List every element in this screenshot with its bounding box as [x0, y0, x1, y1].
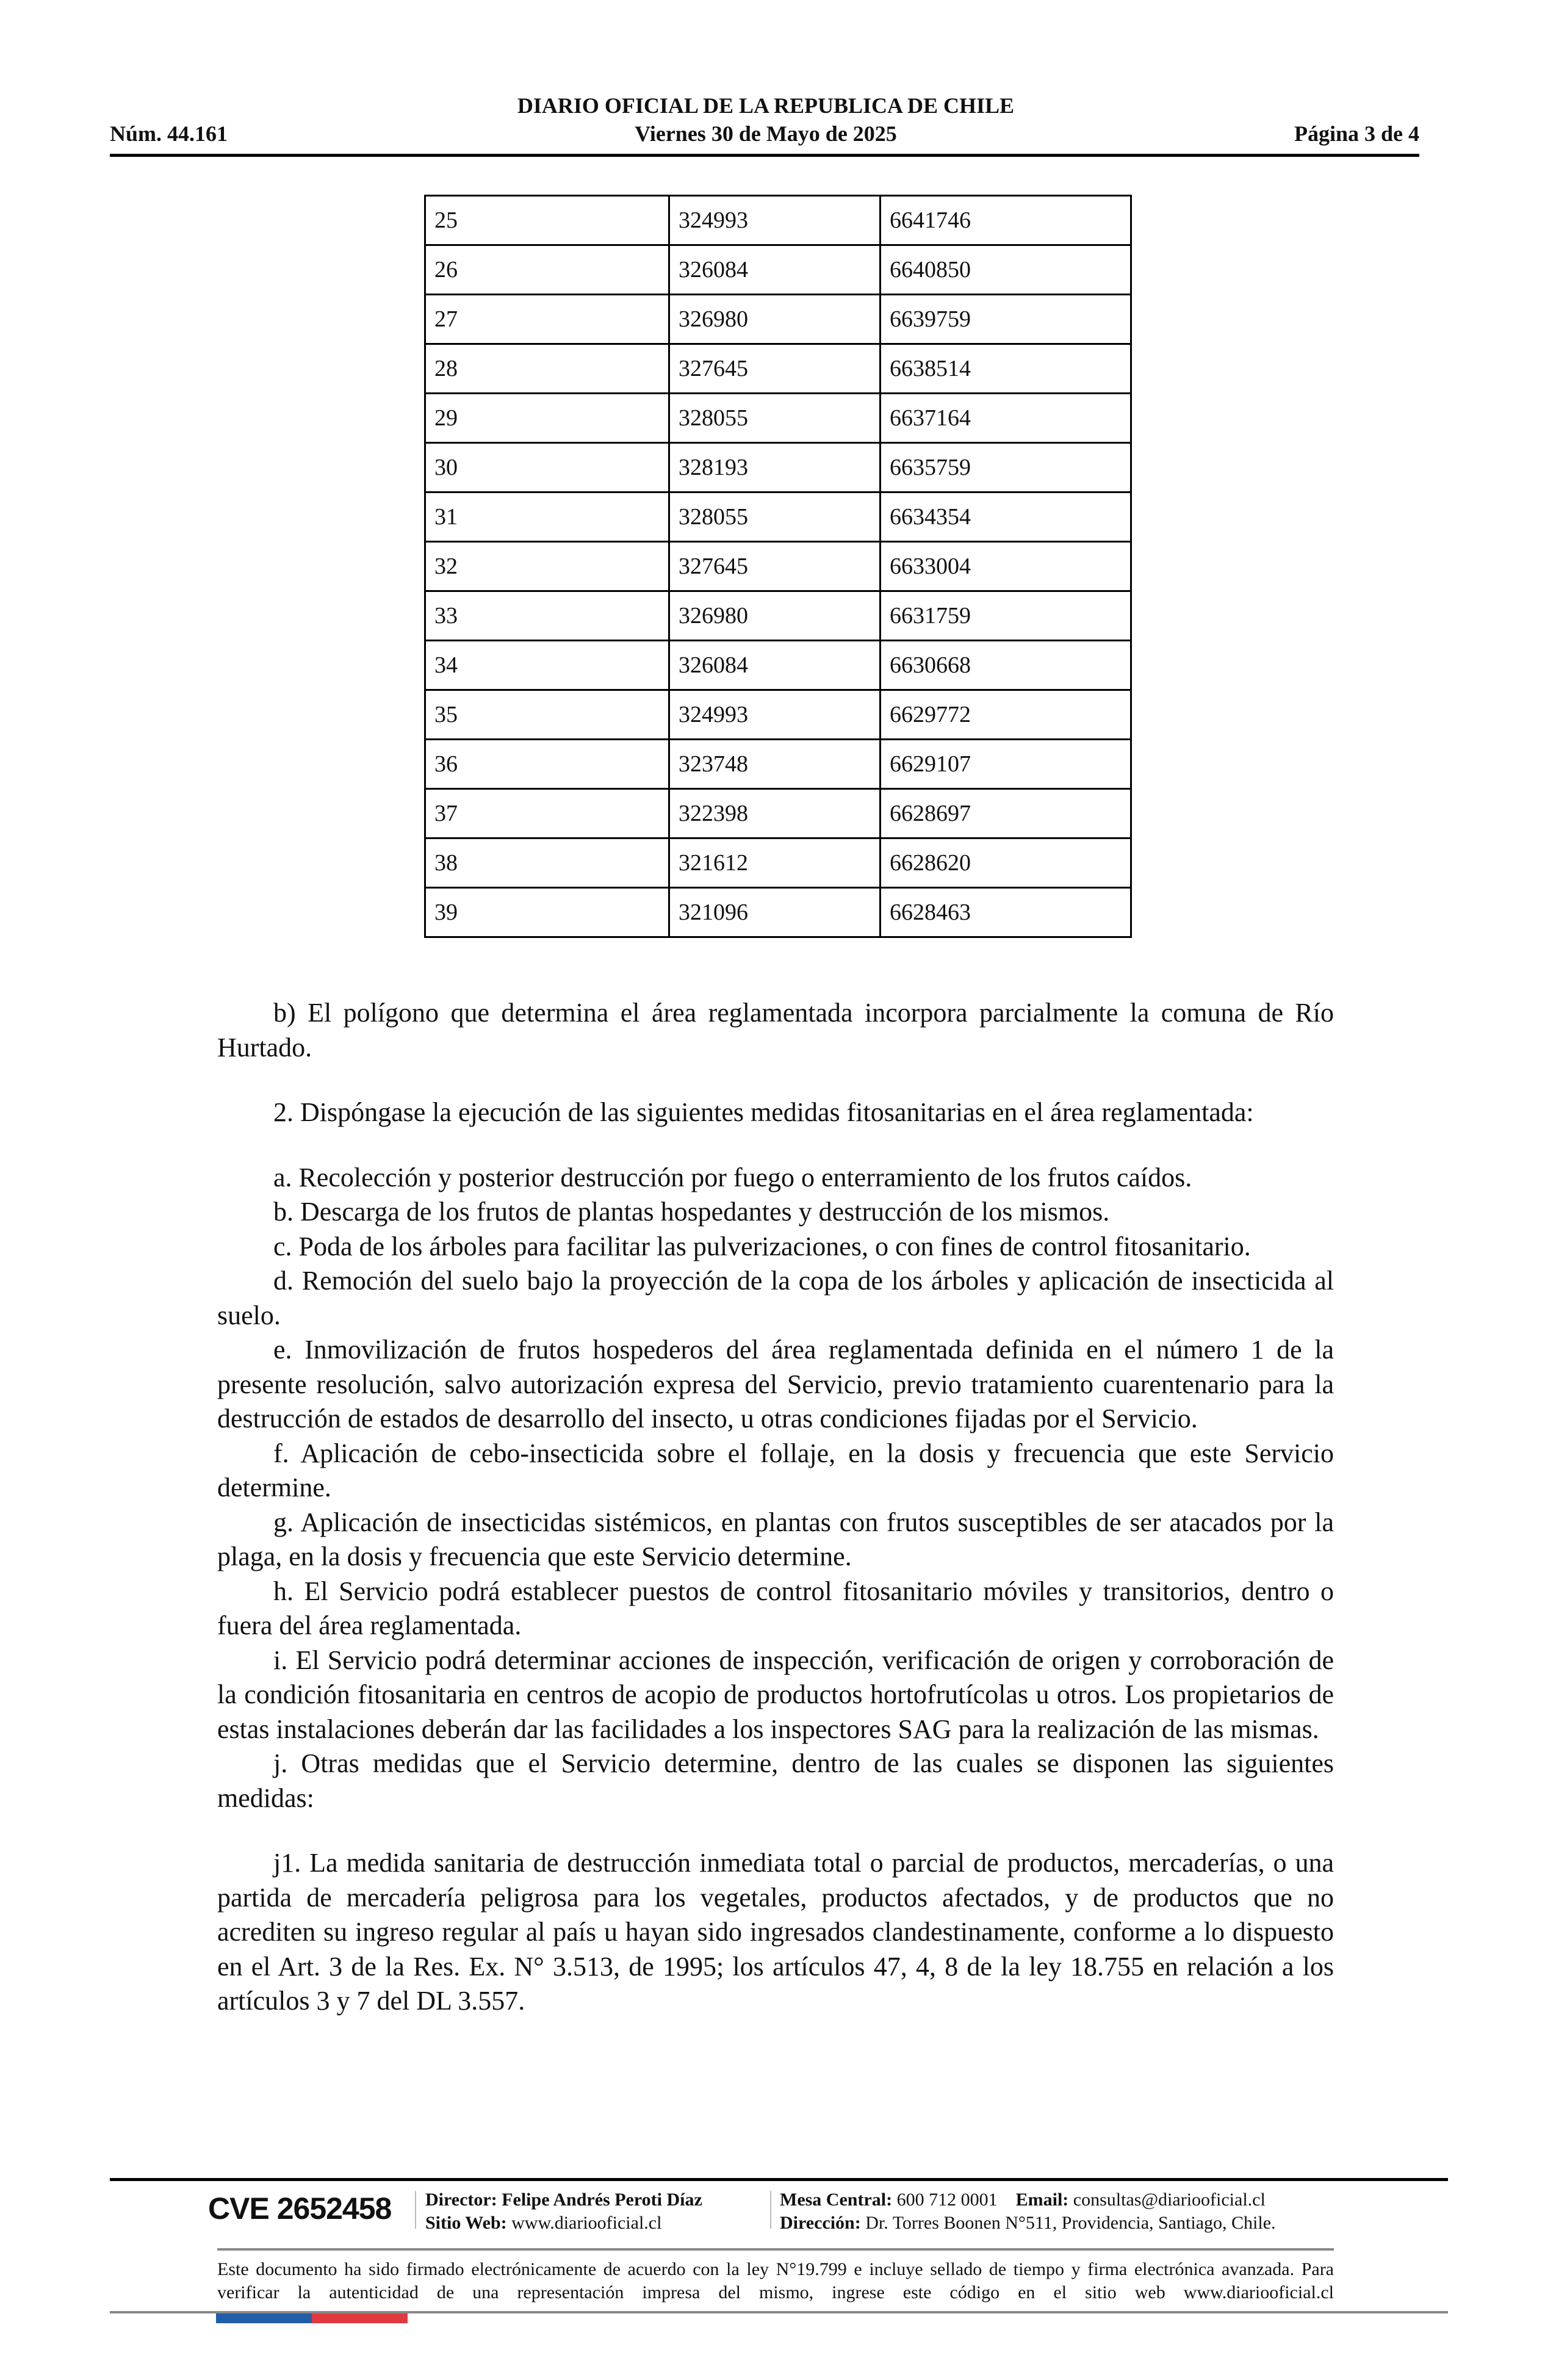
coord-east: 327645: [669, 344, 881, 394]
footer-separator: [770, 2191, 771, 2229]
table-row: [425, 789, 1131, 838]
footer-director-block: [425, 2188, 702, 2235]
measure-item: b. Descarga de los frutos de plantas hospedantes y destrucción de los mismos.: [273, 1197, 1110, 1227]
issue-number: Núm. 44.161: [110, 121, 228, 146]
point-number: 39: [425, 888, 669, 937]
paragraph-b: b) El polígono que determina el área reglamentada incorpora parcialmente la comuna de Río Hurtado.: [217, 998, 1334, 1062]
issue-date: Viernes 30 de Mayo de 2025: [635, 121, 897, 146]
coord-east: 321612: [669, 838, 881, 888]
coord-east: 328193: [669, 443, 881, 492]
coord-north: 6628697: [881, 789, 1131, 838]
measure-item: h. El Servicio podrá establecer puestos de control fitosanitario móviles y transitorios, dentro o fuera del área reglamentada.: [217, 1576, 1334, 1640]
point-number: 30: [425, 443, 669, 492]
point-number: 26: [425, 245, 669, 295]
point-number: 31: [425, 492, 669, 542]
point-number: 28: [425, 344, 669, 394]
measure-item: j. Otras medidas que el Servicio determine, dentro de las cuales se disponen las siguientes medidas:: [217, 1748, 1334, 1813]
point-number: 36: [425, 740, 669, 789]
footer-divider: [110, 2178, 1448, 2181]
table-row: [425, 542, 1131, 591]
coord-north: 6639759: [881, 295, 1131, 344]
footer-separator: [415, 2191, 416, 2229]
measure-item: g. Aplicación de insecticidas sistémicos, en plantas con frutos susceptibles de ser atacados por la plaga, en la dosis y frecuencia que este Servicio determine.: [217, 1507, 1334, 1571]
coordinates-table: [424, 195, 1132, 938]
point-number: 34: [425, 641, 669, 690]
point-number: 33: [425, 591, 669, 641]
coord-east: 328055: [669, 394, 881, 443]
coord-north: 6640850: [881, 245, 1131, 295]
measure-item: c. Poda de los árboles para facilitar las pulverizaciones, o con fines de control fitosanitario.: [273, 1231, 1251, 1261]
table-row: [425, 740, 1131, 789]
signature-note: Este documento ha sido firmado electrónicamente de acuerdo con la ley N°19.799 e incluye sellado de tiempo y firma electrónica avanzada. Para verificar la autenticidad de una representación impresa del mismo, ingrese este código en el sitio web www.diariooficial.cl: [217, 2259, 1334, 2302]
director-label: Director:: [425, 2190, 497, 2210]
measure-item: f. Aplicación de cebo-insecticida sobre el follaje, en la dosis y frecuencia que este Servicio determine.: [217, 1438, 1334, 1502]
email-link[interactable]: consultas@diariooficial.cl: [1073, 2190, 1266, 2210]
table-row: [425, 443, 1131, 492]
coord-north: 6637164: [881, 394, 1131, 443]
director-name: Felipe Andrés Peroti Díaz: [502, 2190, 702, 2210]
point-number: 29: [425, 394, 669, 443]
measure-item: d. Remoción del suelo bajo la proyección de la copa de los árboles y aplicación de insecticida al suelo.: [217, 1266, 1334, 1330]
phone-label: Mesa Central:: [780, 2190, 893, 2210]
table-row: [425, 888, 1131, 937]
document-body: [217, 996, 1334, 2019]
coord-north: 6634354: [881, 492, 1131, 542]
point-number: 37: [425, 789, 669, 838]
email-label: Email:: [1015, 2190, 1069, 2210]
coord-north: 6628620: [881, 838, 1131, 888]
measure-item: e. Inmovilización de frutos hospederos del área reglamentada definida en el número 1 de la presente resolución, salvo autorización expresa del Servicio, previo tratamiento cuarentenario para la destrucción de estados de desarrollo del insecto, u otras condiciones fijadas por el Servicio.: [217, 1335, 1334, 1433]
address-label: Dirección:: [780, 2213, 861, 2233]
coord-east: 322398: [669, 789, 881, 838]
coord-north: 6630668: [881, 641, 1131, 690]
table-row: [425, 245, 1131, 295]
coord-east: 327645: [669, 542, 881, 591]
coord-north: 6635759: [881, 443, 1131, 492]
coord-north: 6638514: [881, 344, 1131, 394]
measure-item: i. El Servicio podrá determinar acciones de inspección, verificación de origen y corroboración de la condición fitosanitaria en centros de acopio de productos hortofrutícolas u otros. Los propietarios de estas instalaciones deberán dar las facilidades a los inspectores SAG para la realización de las mismas.: [217, 1645, 1334, 1744]
newspaper-title: DIARIO OFICIAL DE LA REPUBLICA DE CHILE: [517, 93, 1015, 118]
header-divider: [110, 154, 1419, 157]
coord-east: 326084: [669, 245, 881, 295]
page-indicator: Página 3 de 4: [1294, 121, 1419, 146]
paragraph-2: 2. Dispóngase la ejecución de las siguientes medidas fitosanitarias en el área reglamentada:: [273, 1097, 1254, 1127]
paragraph-j1: j1. La medida sanitaria de destrucción inmediata total o parcial de productos, mercaderías, o una partida de mercadería peligrosa para los vegetales, productos afectados, y de productos que no acrediten su ingreso regular al país u hayan sido ingresados clandestinamente, conforme a lo dispuesto en el Art. 3 de la Res. Ex. N° 3.513, de 1995; los artículos 47, 4, 8 de la ley 18.755 en relación a los artículos 3 y 7 del DL 3.557.: [217, 1848, 1334, 2016]
coord-north: 6629107: [881, 740, 1131, 789]
flag-stripe-blue: [216, 2313, 312, 2323]
coord-east: 328055: [669, 492, 881, 542]
coord-north: 6628463: [881, 888, 1131, 937]
point-number: 25: [425, 196, 669, 245]
table-row: [425, 690, 1131, 740]
measure-item: a. Recolección y posterior destrucción por fuego o enterramiento de los frutos caídos.: [273, 1162, 1192, 1192]
coord-east: 321096: [669, 888, 881, 937]
table-row: [425, 838, 1131, 888]
coord-north: 6633004: [881, 542, 1131, 591]
web-label: Sitio Web:: [425, 2213, 507, 2233]
footer-contact-block: [780, 2188, 1276, 2235]
coord-north: 6631759: [881, 591, 1131, 641]
table-row: [425, 344, 1131, 394]
coord-east: 326980: [669, 591, 881, 641]
coord-east: 324993: [669, 690, 881, 740]
table-row: [425, 295, 1131, 344]
coord-east: 326980: [669, 295, 881, 344]
flag-stripe-red: [312, 2313, 408, 2323]
phone: 600 712 0001: [896, 2190, 998, 2210]
coord-north: 6641746: [881, 196, 1131, 245]
footer-divider: [217, 2248, 1334, 2251]
coord-north: 6629772: [881, 690, 1131, 740]
point-number: 35: [425, 690, 669, 740]
table-row: [425, 641, 1131, 690]
table-row: [425, 591, 1131, 641]
table-row: [425, 196, 1131, 245]
coord-east: 324993: [669, 196, 881, 245]
coord-east: 323748: [669, 740, 881, 789]
table-row: [425, 394, 1131, 443]
address: Dr. Torres Boonen N°511, Providencia, Santiago, Chile.: [865, 2213, 1276, 2233]
point-number: 27: [425, 295, 669, 344]
coord-east: 326084: [669, 641, 881, 690]
cve-code: CVE 2652458: [208, 2191, 392, 2226]
point-number: 32: [425, 542, 669, 591]
web-link[interactable]: www.diariooficial.cl: [511, 2213, 662, 2233]
table-row: [425, 492, 1131, 542]
point-number: 38: [425, 838, 669, 888]
